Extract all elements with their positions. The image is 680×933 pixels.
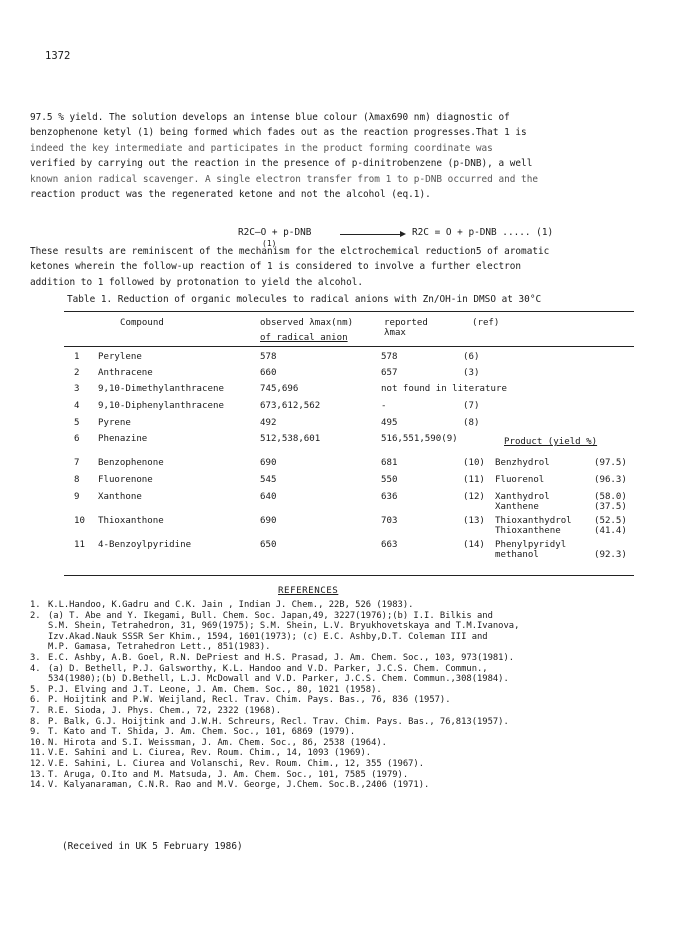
reference-item bbox=[30, 685, 670, 696]
cell-ref: (6) bbox=[463, 352, 480, 362]
reference-line: R.E. Sioda, J. Phys. Chem., 72, 2322 (1968). bbox=[48, 705, 282, 716]
row-number: 11 bbox=[74, 540, 85, 550]
cell-ref: (8) bbox=[463, 418, 480, 428]
reaction-arrow-icon bbox=[340, 230, 404, 241]
cell-reported: 550 bbox=[381, 475, 398, 485]
table-row bbox=[64, 540, 634, 560]
header-compound: Compound bbox=[120, 318, 164, 328]
cell-product-secondary: Thioxanthene bbox=[495, 526, 561, 536]
reference-line: P. Hoijtink and P.W. Weijland, Recl. Trav. Chim. Pays. Bas., 76, 836 (1957). bbox=[48, 695, 451, 706]
row-number: 7 bbox=[74, 458, 80, 468]
cell-reported: 681 bbox=[381, 458, 398, 468]
header-observed: observed λmax(nm) bbox=[260, 318, 354, 328]
table-top-rule bbox=[64, 311, 634, 312]
reference-item bbox=[30, 695, 670, 706]
reference-item bbox=[30, 600, 670, 611]
cell-ref: (14) bbox=[463, 540, 485, 550]
cell-compound: Thioxanthone bbox=[98, 516, 164, 526]
reference-line: P. Balk, G.J. Hoijtink and J.W.H. Schreurs, Recl. Trav. Chim. Pays. Bas., 76,813(1957). bbox=[48, 716, 509, 727]
equation-1 bbox=[30, 227, 650, 248]
reference-line: (a) D. Bethell, P.J. Galsworthy, K.L. Handoo and V.D. Parker, J.C.S. Chem. Commun., bbox=[48, 663, 488, 674]
cell-compound: Phenazine bbox=[98, 434, 148, 444]
reference-line: Izv.Akad.Nauk SSSR Ser Khim., 1594, 1601(1973); (c) E.C. Ashby,D.T. Coleman III and bbox=[48, 631, 488, 642]
reference-item bbox=[30, 770, 670, 781]
cell-ref: (11) bbox=[463, 475, 485, 485]
table-row bbox=[64, 516, 634, 536]
reference-line: P.J. Elving and J.T. Leone, J. Am. Chem. Soc., 80, 1021 (1958). bbox=[48, 684, 382, 695]
table-row bbox=[64, 368, 634, 384]
cell-reported: 495 bbox=[381, 418, 398, 428]
table-bottom-rule bbox=[64, 575, 634, 576]
cell-observed: 690 bbox=[260, 516, 277, 526]
reference-item bbox=[30, 738, 670, 749]
reference-item bbox=[30, 727, 670, 738]
cell-ref: (3) bbox=[463, 368, 480, 378]
cell-compound: Fluorenone bbox=[98, 475, 153, 485]
equation-label: (1) bbox=[262, 239, 277, 248]
cell-compound: Pyrene bbox=[98, 418, 131, 428]
paragraph-line: addition to 1 followed by protonation to yield the alcohol. bbox=[30, 276, 364, 288]
paragraph-line: reaction product was the regenerated ketone and not the alcohol (eq.1). bbox=[30, 189, 431, 201]
reference-line: S.M. Shein, Tetrahedron, 31, 969(1975); S.M. Shein, L.V. Bryukhovetskaya and T.M.Ivanova, bbox=[48, 621, 520, 632]
table-row bbox=[64, 475, 634, 491]
cell-ref: (10) bbox=[463, 458, 485, 468]
reference-number: 12. bbox=[30, 758, 46, 769]
equation-left: R2C—O + p-DNB bbox=[238, 227, 312, 238]
cell-compound: 4-Benzoylpyridine bbox=[98, 540, 192, 550]
reference-line: M.P. Gamasa, Tetrahedron Lett., 851(1983). bbox=[48, 642, 271, 653]
cell-product: Xanthydrol bbox=[495, 492, 550, 502]
cell-reported: 663 bbox=[381, 540, 398, 550]
reference-item bbox=[30, 664, 670, 685]
table-row bbox=[64, 418, 634, 434]
row-number: 2 bbox=[74, 368, 80, 378]
cell-product: Thioxanthydrol bbox=[495, 516, 572, 526]
reference-item bbox=[30, 748, 670, 759]
cell-product-secondary: methanol bbox=[495, 550, 539, 560]
reference-number: 13. bbox=[30, 769, 46, 780]
reference-line: E.C. Ashby, A.B. Goel, R.N. DePriest and H.S. Prasad, J. Am. Chem. Soc., 103, 973(1981). bbox=[48, 652, 515, 663]
cell-compound: Benzophenone bbox=[98, 458, 164, 468]
table-row bbox=[64, 384, 634, 400]
cell-yield-secondary: (37.5) bbox=[594, 502, 627, 512]
cell-yield-secondary: (92.3) bbox=[594, 550, 627, 560]
cell-observed: 545 bbox=[260, 475, 277, 485]
paragraph-line: indeed the key intermediate and participates in the product forming coordinate was bbox=[30, 142, 493, 154]
cell-product-secondary: Xanthene bbox=[495, 502, 539, 512]
reference-line: V. Kalyanaraman, C.N.R. Rao and M.V. George, J.Chem. Soc.B.,2406 (1971). bbox=[48, 780, 430, 791]
reference-number: 6. bbox=[30, 695, 41, 706]
paragraph-line: 97.5 % yield. The solution develops an intense blue colour (λmax690 nm) diagnostic of bbox=[30, 112, 510, 123]
table-row bbox=[64, 352, 634, 368]
table-row bbox=[64, 434, 634, 450]
cell-observed: 640 bbox=[260, 492, 277, 502]
received-date: (Received in UK 5 February 1986) bbox=[62, 841, 243, 852]
row-number: 3 bbox=[74, 384, 80, 394]
cell-observed: 512,538,601 bbox=[260, 434, 321, 444]
cell-ref: (13) bbox=[463, 516, 485, 526]
reference-number: 2. bbox=[30, 610, 41, 621]
cell-compound: 9,10-Dimethylanthracene bbox=[98, 384, 224, 394]
reference-number: 4. bbox=[30, 663, 41, 674]
cell-observed: 690 bbox=[260, 458, 277, 468]
header-reported: reported bbox=[384, 318, 428, 328]
references-list bbox=[30, 600, 670, 791]
reference-item bbox=[30, 706, 670, 717]
cell-reported: 636 bbox=[381, 492, 398, 502]
paragraph-line: These results are reminiscent of the mechanism for the elctrochemical reduction5 of aromatic bbox=[30, 246, 550, 257]
cell-yield-secondary: (41.4) bbox=[594, 526, 627, 536]
row-number: 1 bbox=[74, 352, 80, 362]
paragraph-line: ketones wherein the follow-up reaction of 1 is considered to involve a further electron bbox=[30, 261, 522, 273]
reference-number: 14. bbox=[30, 780, 46, 791]
reference-line: K.L.Handoo, K.Gadru and C.K. Jain , Indian J. Chem., 22B, 526 (1983). bbox=[48, 600, 414, 610]
table-caption: Table 1. Reduction of organic molecules to radical anions with Zn/OH-in DMSO at 30°C bbox=[67, 294, 542, 305]
reference-item bbox=[30, 653, 670, 664]
cell-reported: - bbox=[381, 401, 387, 411]
reference-number: 7. bbox=[30, 705, 41, 716]
cell-reported: 516,551,590(9) bbox=[381, 434, 458, 444]
cell-compound: Xanthone bbox=[98, 492, 142, 502]
cell-yield: (52.5) bbox=[594, 516, 627, 526]
row-number: 4 bbox=[74, 401, 80, 411]
reference-item bbox=[30, 717, 670, 728]
table-row bbox=[64, 492, 634, 512]
header-product: Product (yield %) bbox=[504, 437, 598, 447]
cell-yield: (96.3) bbox=[594, 475, 627, 485]
header-reported-sub: λmax bbox=[384, 328, 406, 338]
cell-product: Benzhydrol bbox=[495, 458, 550, 468]
row-number: 8 bbox=[74, 475, 80, 485]
reference-number: 8. bbox=[30, 716, 41, 727]
paragraph-line: verified by carrying out the reaction in the presence of p-dinitrobenzene (p-DNB), a well bbox=[30, 158, 533, 170]
reference-line: 534(1980);(b) D.Bethell, L.J. McDowall and V.D. Parker, J.C.S. Chem. Commun.,308(1984). bbox=[48, 674, 509, 685]
cell-reported: 657 bbox=[381, 368, 398, 378]
cell-observed: 673,612,562 bbox=[260, 401, 321, 411]
references-heading: REFERENCES bbox=[278, 585, 339, 596]
cell-reported: not found in literature bbox=[381, 384, 507, 394]
reference-number: 9. bbox=[30, 727, 41, 738]
cell-product: Phenylpyridyl bbox=[495, 540, 567, 550]
cell-yield: (97.5) bbox=[594, 458, 627, 468]
reference-line: T. Kato and T. Shida, J. Am. Chem. Soc., 101, 6869 (1979). bbox=[48, 727, 356, 738]
equation-right: R2C = O + p-DNB ..... (1) bbox=[412, 227, 554, 238]
cell-yield: (58.0) bbox=[594, 492, 627, 502]
table-row bbox=[64, 401, 634, 417]
reference-number: 11. bbox=[30, 748, 46, 759]
reference-number: 5. bbox=[30, 684, 41, 695]
table-header-rule bbox=[64, 346, 634, 347]
row-number: 5 bbox=[74, 418, 80, 428]
reference-item bbox=[30, 759, 670, 770]
paragraph-line: benzophenone ketyl (1) being formed which fades out as the reaction progresses.That 1 is bbox=[30, 127, 527, 139]
reference-number: 10. bbox=[30, 737, 46, 748]
reference-line: N. Hirota and S.I. Weissman, J. Am. Chem. Soc., 86, 2538 (1964). bbox=[48, 737, 387, 748]
table-row bbox=[64, 458, 634, 474]
reference-number: 3. bbox=[30, 652, 41, 663]
reference-line: V.E. Sahini and L. Ciurea, Rev. Roum. Chim., 14, 1093 (1969). bbox=[48, 748, 372, 759]
reference-line: T. Aruga, O.Ito and M. Matsuda, J. Am. Chem. Soc., 101, 7585 (1979). bbox=[48, 769, 409, 780]
cell-observed: 745,696 bbox=[260, 384, 299, 394]
paragraph-line: known anion radical scavenger. A single electron transfer from 1 to p-DNB occurred and the bbox=[30, 173, 538, 185]
row-number: 10 bbox=[74, 516, 85, 526]
row-number: 6 bbox=[74, 434, 80, 444]
cell-product: Fluorenol bbox=[495, 475, 545, 485]
cell-reported: 703 bbox=[381, 516, 398, 526]
cell-observed: 578 bbox=[260, 352, 277, 362]
cell-ref: (12) bbox=[463, 492, 485, 502]
header-observed-sub: of radical anion bbox=[260, 333, 348, 343]
cell-observed: 650 bbox=[260, 540, 277, 550]
reference-number: 1. bbox=[30, 600, 41, 610]
paragraph-1 bbox=[30, 110, 650, 202]
cell-observed: 660 bbox=[260, 368, 277, 378]
row-number: 9 bbox=[74, 492, 80, 502]
page-number: 1372 bbox=[45, 50, 71, 62]
cell-compound: 9,10-Diphenylanthracene bbox=[98, 401, 224, 411]
reference-line: V.E. Sahini, L. Ciurea and Volanschi, Rev. Roum. Chim., 12, 355 (1967). bbox=[48, 758, 425, 769]
cell-compound: Anthracene bbox=[98, 368, 153, 378]
reference-item bbox=[30, 780, 670, 791]
cell-compound: Perylene bbox=[98, 352, 142, 362]
paragraph-2 bbox=[30, 244, 650, 290]
reference-line: (a) T. Abe and Y. Ikegami, Bull. Chem. Soc. Japan,49, 3227(1976);(b) I.I. Bilkis and bbox=[48, 610, 493, 621]
reference-item bbox=[30, 611, 670, 653]
cell-observed: 492 bbox=[260, 418, 277, 428]
cell-reported: 578 bbox=[381, 352, 398, 362]
header-ref: (ref) bbox=[472, 318, 500, 328]
cell-ref: (7) bbox=[463, 401, 480, 411]
